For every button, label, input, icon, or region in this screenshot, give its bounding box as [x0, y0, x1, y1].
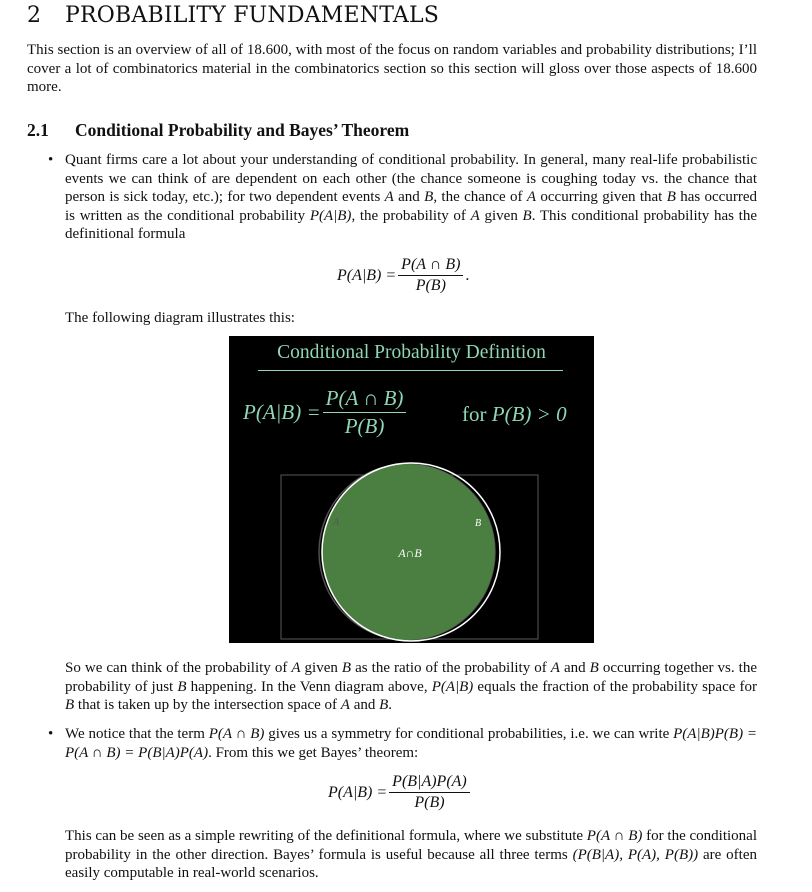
var-a: A [526, 189, 537, 205]
text-run: So we can think of the probability of [65, 660, 292, 676]
text-run: and [393, 189, 425, 205]
formula-numerator: P(B|A)P(A) [389, 773, 470, 793]
intro-paragraph: This section is an overview of all of 18.600, with most of the focus on random variables and probability distributions; I’ll cover a lot of combinatorics material in the combinatorics section so this section will gloss over those aspects of 18.600 more. [27, 42, 757, 95]
subsection-heading [27, 120, 409, 141]
text-run: occurring given that [536, 189, 667, 205]
var-b: B [589, 660, 599, 676]
math-p-a-and-b: P(A ∩ B) [586, 828, 643, 844]
conditional-probability-diagram [229, 336, 594, 643]
var-b: B [177, 678, 187, 695]
formula-lhs: P(A|B) = [328, 783, 388, 801]
diagram-condition-expr: P(B) > 0 [491, 402, 567, 426]
var-a: A [291, 660, 301, 676]
var-a: A [550, 660, 560, 676]
text-run: , the chance of [433, 189, 527, 205]
text-run: that is taken up by the intersection space of [74, 697, 341, 713]
bullet-marker: • [48, 152, 54, 168]
label-a: A [333, 517, 340, 528]
section-heading [27, 3, 439, 28]
formula-fraction [398, 256, 463, 295]
section-number: 2 [27, 3, 42, 28]
diagram-condition-word: for [462, 402, 487, 426]
text-run: for the conditional probability in the other direction. Bayes’ formula is useful because all three terms [65, 828, 757, 863]
text-run: Quant firms care a lot about your understanding of conditional probability. In general, many real-life probabilistic events we can think of are dependent on each other (the chance someone is coughing today vs. the chance that person is sick today, etc.); for two dependent events [65, 152, 757, 205]
text-run: occurring together vs. the probability of just [65, 660, 757, 695]
label-b: B [475, 518, 482, 529]
text-run: . This conditional probability has the definitional formula [65, 207, 757, 242]
text-run: and [559, 660, 590, 676]
label-intersection: A∩B [398, 546, 422, 560]
formula-denominator: P(B) [415, 277, 446, 294]
var-b: B [522, 207, 532, 224]
formula-fraction [389, 773, 470, 812]
subsection-title: Conditional Probability and Bayes’ Theorem [75, 120, 410, 140]
math-p-a-given-b: P(A|B) [431, 678, 474, 695]
text-run: and [349, 697, 380, 713]
text-run: given [479, 207, 523, 224]
diagram-formula-denominator: P(B) [344, 414, 385, 438]
text-run: has occurred is written as the conditional probability [65, 189, 757, 224]
text-run: as the ratio of the probability of [351, 660, 551, 676]
var-a: A [384, 189, 394, 205]
math-p-a-and-b: P(A ∩ B) [208, 726, 265, 742]
math-symmetry-chain: P(A|B)P(B) = P(A ∩ B) = P(B|A)P(A) [65, 726, 758, 761]
text-run: happening. In the Venn diagram above, [186, 678, 432, 695]
diagram-formula-lhs: P(A|B) = [243, 400, 321, 424]
formula-numerator: P(A ∩ B) [398, 256, 463, 276]
text-run: , the probability of [351, 207, 471, 224]
formula-lhs: P(A|B) = [337, 266, 397, 284]
math-terms: (P(B|A), P(A), P(B)) [572, 846, 699, 863]
diagram-title: Conditional Probability Definition [277, 342, 546, 363]
var-a: A [470, 207, 480, 224]
text-run: . [388, 697, 393, 713]
bullet-item-conditional [48, 151, 757, 244]
var-b: B [65, 697, 75, 713]
bullet-marker: • [48, 726, 54, 742]
venn-diagram [229, 336, 594, 643]
text-run: equals the fraction of the probability space for [473, 678, 758, 695]
closing-paragraph [65, 827, 757, 883]
var-b: B [424, 189, 434, 205]
math-p-a-given-b: P(A|B) [309, 207, 352, 224]
text-run: We notice that the term [65, 726, 209, 742]
bullet-item-bayes [48, 725, 758, 762]
text-run: are often easily computable in real-world scenarios. [65, 846, 757, 881]
var-a: A [340, 697, 350, 713]
diagram-explanation [65, 659, 757, 715]
section-title: PROBABILITY FUNDAMENTALS [65, 3, 440, 28]
text-run: gives us a symmetry for conditional probabilities, i.e. we can write [264, 726, 674, 742]
diagram-formula-numerator: P(A ∩ B) [323, 386, 407, 413]
subsection-number: 2.1 [27, 120, 49, 140]
text-run: given [300, 660, 342, 676]
var-b: B [666, 189, 676, 205]
var-b: B [341, 660, 352, 676]
formula-denominator: P(B) [414, 794, 445, 811]
text-run: This can be seen as a simple rewriting of the definitional formula, where we substitute [65, 828, 587, 844]
formula-period: . [465, 266, 470, 284]
diagram-intro: The following diagram illustrates this: [65, 310, 295, 326]
var-b: B [379, 697, 389, 713]
formula-conditional [337, 256, 469, 295]
text-run: . From this we get Bayes’ theorem: [208, 744, 419, 761]
formula-bayes [328, 773, 472, 812]
